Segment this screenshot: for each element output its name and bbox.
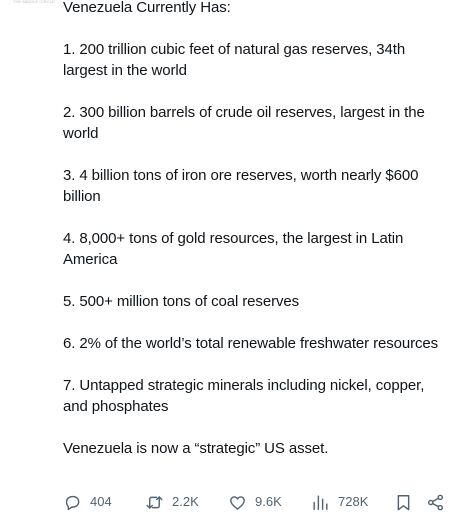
repost-icon (145, 493, 164, 512)
list-item: 5. 500+ million tons of coal reserves (63, 293, 300, 310)
views-count: 728K (338, 494, 369, 509)
share-button[interactable] (426, 490, 445, 514)
views-icon (311, 493, 330, 512)
avatar-caption: THE MIDDLE CIRCLE (13, 0, 55, 4)
tweet-heading: Venezuela Currently Has: (63, 0, 231, 16)
tweet-text (63, 0, 447, 459)
reply-button[interactable] (63, 490, 112, 514)
action-bar (0, 490, 454, 514)
like-icon (228, 493, 247, 512)
tweet-closing: Venezuela is now a “strategic” US asset. (63, 440, 329, 457)
reply-count: 404 (90, 494, 112, 509)
list-item: 3. 4 billion tons of iron ore reserves, worth nearly $600 billion (63, 167, 419, 205)
list-item: 6. 2% of the world’s total renewable freshwater resources (63, 335, 439, 352)
reply-icon (63, 493, 82, 512)
views-button[interactable] (311, 490, 368, 514)
repost-button[interactable] (145, 490, 199, 514)
bookmark-button[interactable] (394, 490, 413, 514)
bookmark-icon (394, 493, 413, 512)
like-button[interactable] (228, 490, 282, 514)
like-count: 9.6K (255, 494, 282, 509)
list-item: 2. 300 billion barrels of crude oil reserves, largest in the world (63, 104, 425, 142)
list-item: 7. Untapped strategic minerals including nickel, copper, and phosphates (63, 377, 425, 415)
repost-count: 2.2K (172, 494, 199, 509)
list-item: 4. 8,000+ tons of gold resources, the largest in Latin America (63, 230, 404, 268)
list-item: 1. 200 trillion cubic feet of natural gas reserves, 34th largest in the world (63, 41, 406, 79)
share-icon (426, 493, 445, 512)
